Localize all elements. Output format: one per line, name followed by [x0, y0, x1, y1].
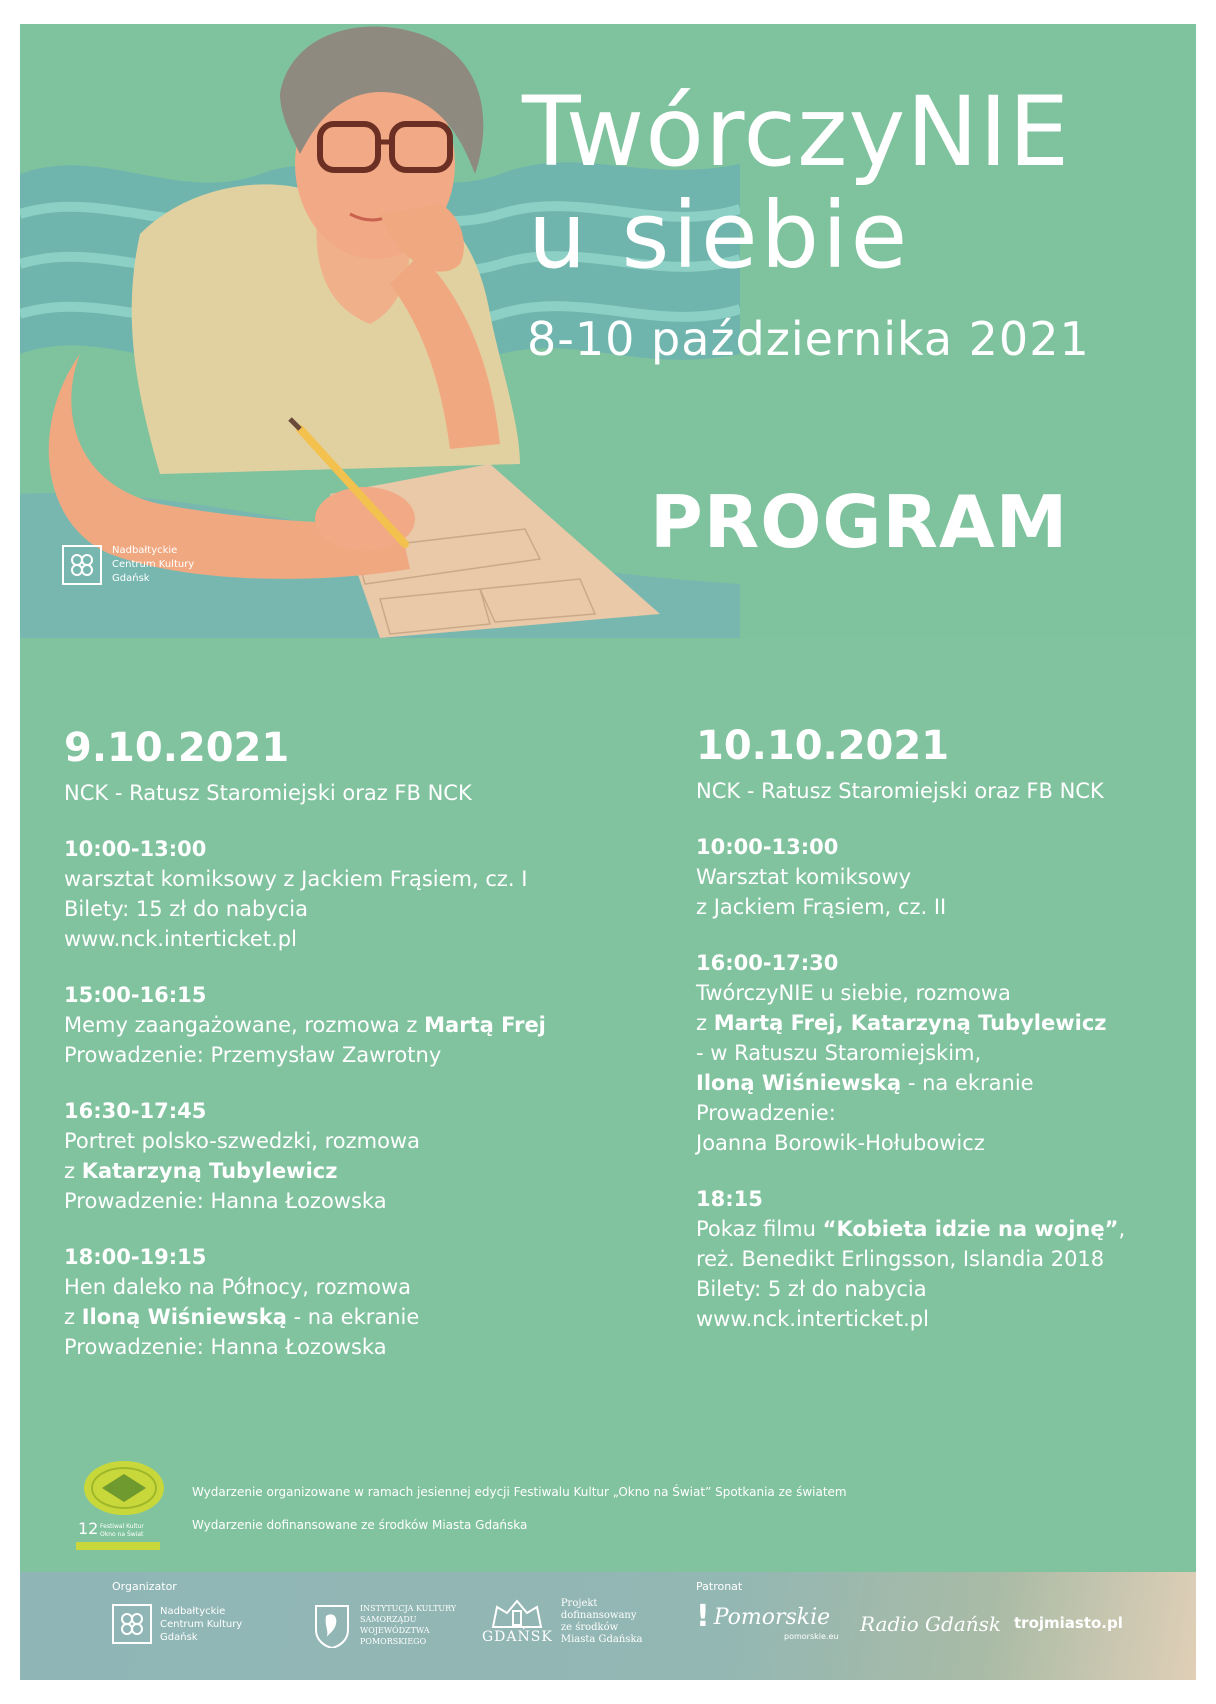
nck-logo-text: Nadbałtyckie Centrum Kultury Gdańsk [112, 545, 195, 584]
event-title: TwórczyNIE u siebie, rozmowa [696, 981, 1011, 1005]
event-title: Hen daleko na Północy, rozmowa [64, 1275, 412, 1299]
guest-name: Martą Frej [424, 1013, 546, 1037]
event-title [64, 1010, 624, 1040]
guest-suffix: - na ekranie [286, 1305, 420, 1329]
guest-names: Martą Frej, Katarzyną Tubylewicz [713, 1011, 1107, 1035]
event-item [64, 980, 624, 1070]
event-ticket-link[interactable]: www.nck.interticket.pl [64, 927, 297, 951]
poster-title-line2: u siebie [528, 182, 911, 289]
gdansk-coat-of-arms-icon [487, 1599, 547, 1629]
event-guest [696, 1008, 1196, 1038]
festival-okno-na-swiat-logo [72, 1454, 182, 1554]
event-guest [64, 1302, 624, 1332]
film-director: reż. Benedikt Erlingsson, Islandia 2018 [696, 1247, 1105, 1271]
funding-note: Wydarzenie dofinansowane ze środków Miasta Gdańska [192, 1518, 528, 1532]
griffin-crest-icon [312, 1602, 352, 1648]
event-title: warsztat komiksowy z Jackiem Frąsiem, cz. I [64, 867, 528, 891]
header-banner [20, 24, 1196, 638]
poster-title: TwórczyNIE [522, 76, 1071, 188]
day-2-date: 10.10.2021 [696, 723, 950, 769]
nck-sponsor-text: Nadbałtyckie Centrum Kultury Gdańsk [160, 1605, 243, 1643]
event-time: 18:00-19:15 [64, 1245, 207, 1269]
svg-text:Okno na Świat: Okno na Świat [100, 1531, 144, 1538]
event-host: Prowadzenie: Hanna Łozowska [64, 1189, 387, 1213]
day-1-date: 9.10.2021 [64, 725, 290, 771]
patron-label: Patronat [696, 1580, 743, 1593]
nck-logo [62, 544, 194, 586]
sponsor-pomorskie-region [312, 1602, 456, 1648]
event-date-range: 8-10 października 2021 [527, 312, 1090, 366]
event-notes [192, 1484, 847, 1550]
event-time: 10:00-13:00 [64, 837, 207, 861]
pomorskie-logo-text: Pomorskie [713, 1604, 831, 1630]
event-title-text: Memy zaangażowane, rozmowa z [64, 1013, 425, 1037]
day-2-venue: NCK - Ratusz Staromiejski oraz FB NCK [696, 779, 1104, 803]
radio-gdansk-logo: Radio Gdańsk [860, 1612, 1002, 1636]
svg-text:Festiwal Kultur: Festiwal Kultur [100, 1523, 144, 1530]
event-ticket-link[interactable]: www.nck.interticket.pl [696, 1307, 929, 1331]
guest-prefix: z [64, 1305, 82, 1329]
gdansk-crest [482, 1599, 553, 1645]
sponsor-gdansk [482, 1598, 642, 1646]
punctuation: , [1118, 1217, 1126, 1241]
event-title: Portret polsko-szwedzki, rozmowa [64, 1129, 420, 1153]
event-title-text: Pokaz filmu [696, 1217, 823, 1241]
guest-suffix: - na ekranie [901, 1071, 1034, 1095]
nck-logo-icon [62, 545, 102, 585]
sponsor-strip [20, 1572, 1196, 1680]
event-time: 16:00-17:30 [696, 951, 839, 975]
event-item [696, 832, 1196, 922]
event-time: 18:15 [696, 1187, 763, 1211]
gdansk-label: GDAŃSK [482, 1629, 553, 1645]
trojmiasto-logo: trojmiasto.pl [1014, 1614, 1123, 1632]
poster [20, 24, 1196, 1680]
event-host: Joanna Borowik-Hołubowicz [696, 1131, 985, 1155]
event-tickets: Bilety: 5 zł do nabycia [696, 1277, 927, 1301]
sponsor-radio-gdansk [860, 1612, 1001, 1636]
event-time: 16:30-17:45 [64, 1099, 207, 1123]
event-item [696, 1184, 1196, 1334]
event-title: Warsztat komiksowy [696, 865, 912, 889]
region-sponsor-text: INSTYTUCJA KULTURY SAMORZĄDU WOJEWÓDZTWA POMORSKIEGO [360, 1604, 457, 1646]
event-guest [696, 1068, 1196, 1098]
guest-name: Iloną Wiśniewską [696, 1071, 902, 1095]
event-time: 10:00-13:00 [696, 835, 839, 859]
event-host: Prowadzenie: Przemysław Zawrotny [64, 1043, 442, 1067]
event-item [64, 1096, 624, 1216]
event-time: 15:00-16:15 [64, 983, 207, 1007]
film-title: “Kobieta idzie na wojnę” [822, 1217, 1119, 1241]
event-item [64, 1242, 624, 1362]
event-item [64, 834, 624, 954]
sponsor-trojmiasto [1014, 1614, 1123, 1632]
program-heading: PROGRAM [650, 480, 1069, 564]
event-location: - w Ratuszu Staromiejskim, [696, 1041, 982, 1065]
gdansk-sponsor-text: Projekt dofinansowany ze środków Miasta Gdańska [560, 1598, 643, 1645]
guest-name: Katarzyną Tubylewicz [81, 1159, 338, 1183]
organizer-label: Organizator [112, 1580, 177, 1593]
event-title-cont: z Jackiem Frąsiem, cz. II [696, 895, 947, 919]
event-item [696, 948, 1196, 1158]
pomorskie-url: pomorskie.eu [784, 1632, 839, 1641]
exclamation-icon: ! [696, 1599, 710, 1634]
day-2-column [696, 722, 1196, 1360]
pomorskie-wordmark [696, 1599, 831, 1634]
event-host-label: Prowadzenie: [696, 1101, 836, 1125]
event-tickets: Bilety: 15 zł do nabycia [64, 897, 308, 921]
sponsor-nck [112, 1604, 242, 1644]
guest-prefix: z [64, 1159, 82, 1183]
event-title [696, 1214, 1196, 1244]
festival-note: Wydarzenie organizowane w ramach jesiennej edycji Festiwalu Kultur „Okno na Świat” Spotkania ze światem [192, 1485, 847, 1499]
guest-name: Iloną Wiśniewską [81, 1305, 287, 1329]
sponsor-pomorskie [696, 1599, 839, 1641]
event-host: Prowadzenie: Hanna Łozowska [64, 1335, 387, 1359]
nck-logo-icon [112, 1604, 152, 1644]
svg-text:12: 12 [78, 1519, 99, 1538]
event-guest [64, 1156, 624, 1186]
day-1-column [64, 724, 624, 1388]
day-1-venue: NCK - Ratusz Staromiejski oraz FB NCK [64, 781, 472, 805]
guest-prefix: z [696, 1011, 714, 1035]
